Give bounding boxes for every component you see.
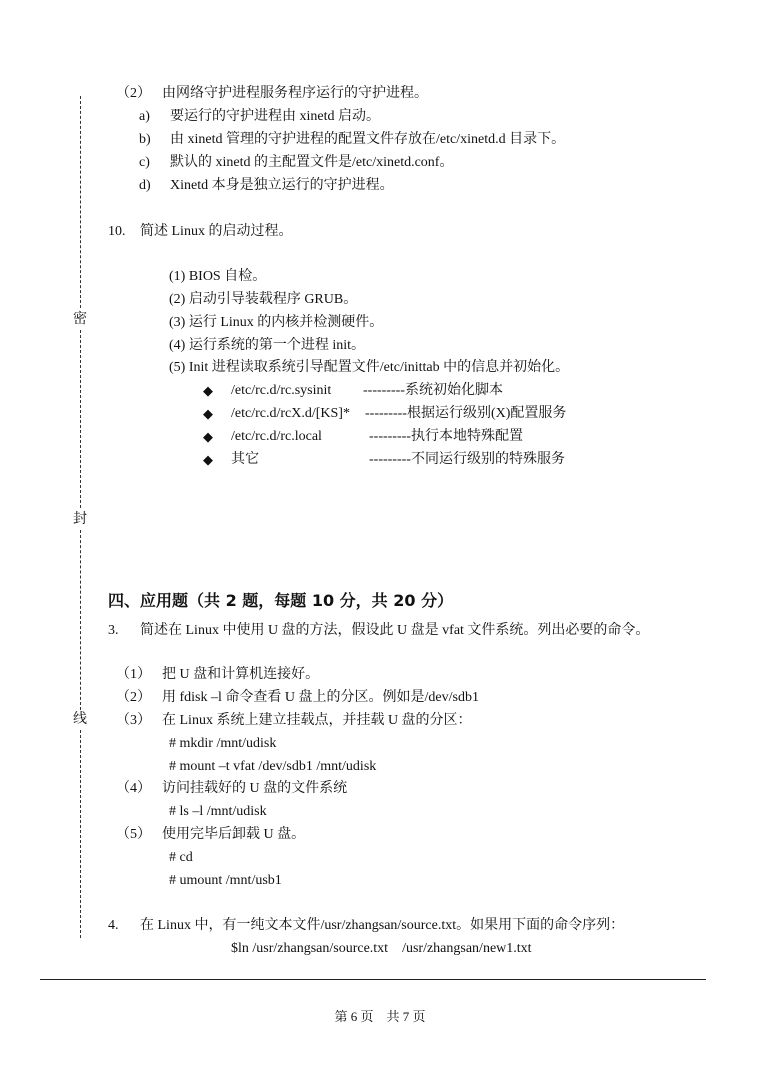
binding-char-mi: 密 — [73, 312, 87, 327]
q3-step-text: 用 fdisk –l 命令查看 U 盘上的分区。例如是/dev/sdb1 — [162, 690, 479, 705]
q9-item-label: d) — [139, 178, 151, 193]
q4-num: 4. — [108, 918, 119, 933]
bullet-desc: ---------根据运行级别(X)配置服务 — [365, 406, 567, 421]
bullet-desc: ---------系统初始化脚本 — [363, 383, 503, 398]
bullet-path: /etc/rc.d/rc.local — [231, 429, 322, 444]
q9-item-label: b) — [139, 132, 151, 147]
bullet-path: /etc/rc.d/rcX.d/[KS]* — [231, 406, 350, 421]
q9-item-text: 默认的 xinetd 的主配置文件是/etc/xinetd.conf。 — [170, 155, 454, 170]
bullet-desc: ---------执行本地特殊配置 — [369, 429, 523, 444]
q3-command: # ls –l /mnt/udisk — [169, 804, 267, 819]
q3-step-text: 在 Linux 系统上建立挂载点，并挂载 U 盘的分区： — [162, 713, 472, 728]
q3-step-num: （4） — [116, 781, 151, 796]
q3-step-text: 访问挂载好的 U 盘的文件系统 — [162, 781, 348, 796]
binding-line-mid — [80, 330, 81, 508]
q3-step-text: 把 U 盘和计算机连接好。 — [162, 667, 320, 682]
page-number: 第 6 页 共 7 页 — [334, 1009, 426, 1024]
diamond-bullet-icon: ◆ — [203, 383, 213, 398]
q10-step: (1) BIOS 自检。 — [169, 269, 267, 284]
q10-step: (4) 运行系统的第一个进程 init。 — [169, 338, 365, 353]
q9-option-num: （2） — [116, 86, 151, 101]
q3-step-num: （3） — [116, 713, 151, 728]
q3-command: # umount /mnt/usb1 — [169, 873, 282, 888]
binding-char-xian: 线 — [73, 712, 87, 727]
bullet-desc: ---------不同运行级别的特殊服务 — [369, 452, 565, 467]
q3-command: # cd — [169, 850, 193, 865]
q3-step-num: （5） — [116, 827, 151, 842]
section-heading: 四、应用题（共 2 题，每题 10 分，共 20 分） — [108, 591, 454, 610]
q9-item-label: c) — [139, 155, 150, 170]
q3-command: # mount –t vfat /dev/sdb1 /mnt/udisk — [169, 759, 377, 774]
q10-num: 10. — [108, 224, 126, 239]
binding-line-top — [80, 96, 81, 308]
q3-text: 简述在 Linux 中使用 U 盘的方法，假设此 U 盘是 vfat 文件系统。列出必要的命令。 — [140, 623, 650, 638]
q9-item-label: a) — [139, 109, 150, 124]
q3-num: 3. — [108, 623, 119, 638]
q3-step-num: （2） — [116, 690, 151, 705]
diamond-bullet-icon: ◆ — [203, 429, 213, 444]
q10-text: 简述 Linux 的启动过程。 — [140, 224, 293, 239]
q9-option-text: 由网络守护进程服务程序运行的守护进程。 — [162, 86, 428, 101]
diamond-bullet-icon: ◆ — [203, 406, 213, 421]
q3-step-text: 使用完毕后卸载 U 盘。 — [162, 827, 306, 842]
q10-step: (3) 运行 Linux 的内核并检测硬件。 — [169, 315, 384, 330]
q9-item-text: Xinetd 本身是独立运行的守护进程。 — [170, 178, 394, 193]
q3-command: # mkdir /mnt/udisk — [169, 736, 277, 751]
q3-step-num: （1） — [116, 667, 151, 682]
footer-rule — [40, 979, 706, 980]
q9-item-text: 要运行的守护进程由 xinetd 启动。 — [170, 109, 380, 124]
q4-command: $ln /usr/zhangsan/source.txt /usr/zhangsan/new1.txt — [231, 941, 532, 956]
binding-line-bottom — [80, 730, 81, 938]
binding-line-lower — [80, 530, 81, 710]
bullet-path: /etc/rc.d/rc.sysinit — [231, 383, 332, 398]
bullet-path: 其它 — [231, 452, 259, 467]
q9-item-text: 由 xinetd 管理的守护进程的配置文件存放在/etc/xinetd.d 目录下。 — [170, 132, 566, 147]
diamond-bullet-icon: ◆ — [203, 452, 213, 467]
q10-step: (2) 启动引导装载程序 GRUB。 — [169, 292, 358, 307]
binding-char-feng: 封 — [73, 512, 87, 527]
q10-step: (5) Init 进程读取系统引导配置文件/etc/inittab 中的信息并初始化。 — [169, 360, 570, 375]
q4-text: 在 Linux 中，有一纯文本文件/usr/zhangsan/source.txt。如果用下面的命令序列： — [140, 918, 625, 933]
